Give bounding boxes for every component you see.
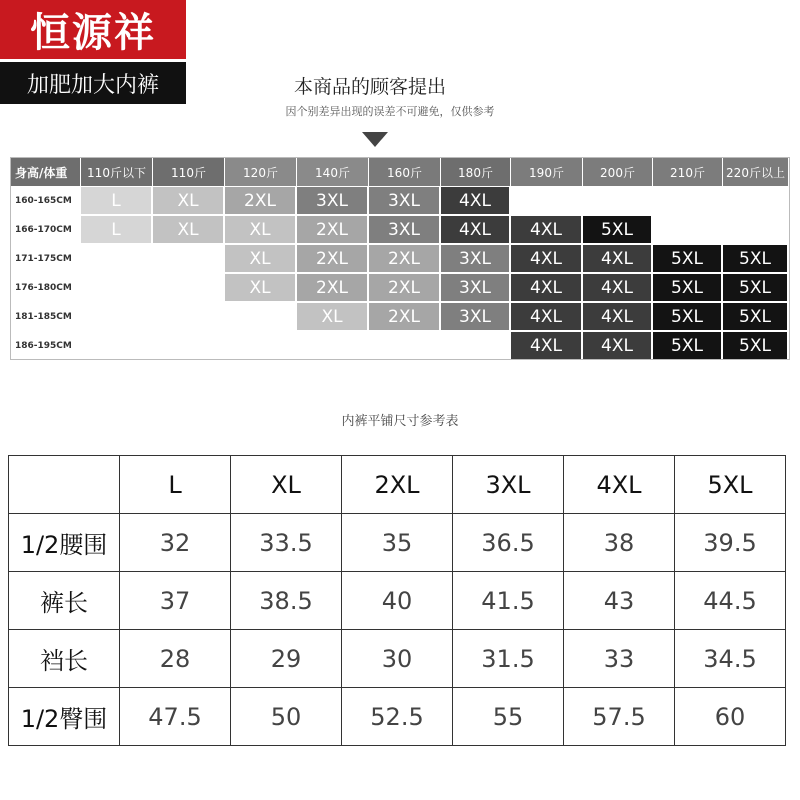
measurement-value: 29: [231, 630, 342, 688]
header-corner: 身高/体重: [11, 158, 81, 186]
size-cell: 3XL: [441, 274, 511, 301]
height-label: 186-195CM: [15, 340, 72, 351]
measurement-value: 33: [564, 630, 675, 688]
size-cell: 4XL: [583, 274, 653, 301]
empty-cell: [511, 187, 583, 214]
weight-header: 200斤: [583, 158, 653, 186]
measurement-value: 36.5: [453, 514, 564, 572]
size-cell: 5XL: [723, 245, 789, 272]
size-cell: 4XL: [441, 187, 511, 214]
size-header-row: [9, 456, 786, 514]
down-arrow-icon: [362, 132, 388, 147]
height-row: [11, 215, 789, 244]
measurement-value: 37: [120, 572, 231, 630]
size-cell: 2XL: [297, 274, 369, 301]
empty-cell: [225, 303, 297, 330]
height-label: 160-165CM: [15, 195, 72, 206]
size-cell: 3XL: [369, 216, 441, 243]
measurement-row: [9, 514, 786, 572]
measurement-value: 40: [342, 572, 453, 630]
measurement-row: [9, 572, 786, 630]
measurement-value: 43: [564, 572, 675, 630]
measurement-value: 32: [120, 514, 231, 572]
measurement-row: [9, 630, 786, 688]
size-cell: 4XL: [583, 303, 653, 330]
size-cell: L: [81, 216, 153, 243]
size-cell: 5XL: [723, 274, 789, 301]
product-subtitle: 加肥加大内裤: [0, 62, 186, 104]
empty-cell: [81, 245, 153, 272]
empty-cell: [653, 216, 723, 243]
measurement-value: 38: [564, 514, 675, 572]
size-cell: 3XL: [297, 187, 369, 214]
empty-cell: [153, 245, 225, 272]
height-label: 176-180CM: [15, 282, 72, 293]
size-cell: 5XL: [723, 332, 789, 359]
measurement-value: 47.5: [120, 688, 231, 746]
size-cell: 2XL: [369, 245, 441, 272]
measurement-value: 34.5: [675, 630, 786, 688]
size-recommendation-chart: [10, 157, 790, 360]
size-cell: 2XL: [369, 274, 441, 301]
height-row: [11, 331, 789, 360]
weight-header: 180斤: [441, 158, 511, 186]
height-label: 166-170CM: [15, 224, 72, 235]
measurement-value: 41.5: [453, 572, 564, 630]
measurement-value: 35: [342, 514, 453, 572]
height-row: [11, 302, 789, 331]
flat-size-table: [8, 455, 786, 746]
size-cell: 4XL: [441, 216, 511, 243]
empty-cell: [653, 187, 723, 214]
measurement-label: 1/2臀围: [9, 688, 120, 746]
size-cell: 2XL: [297, 216, 369, 243]
size-header: 4XL: [564, 456, 675, 514]
size-cell: 3XL: [441, 245, 511, 272]
empty-cell: [153, 303, 225, 330]
size-cell: XL: [153, 216, 225, 243]
empty-cell: [369, 332, 441, 359]
size-cell: 2XL: [297, 245, 369, 272]
size-cell: 4XL: [511, 245, 583, 272]
empty-cell: [225, 332, 297, 359]
size-cell: 2XL: [225, 187, 297, 214]
size-cell: 4XL: [583, 245, 653, 272]
height-label: 181-185CM: [15, 311, 72, 322]
empty-cell: [723, 216, 789, 243]
advice-note: 因个别差异出现的误差不可避免，仅供参考: [285, 105, 495, 118]
empty-cell: [81, 303, 153, 330]
size-cell: 5XL: [723, 303, 789, 330]
empty-cell: [723, 187, 789, 214]
measurement-value: 44.5: [675, 572, 786, 630]
measurement-value: 30: [342, 630, 453, 688]
weight-header: 120斤: [225, 158, 297, 186]
size-cell: 4XL: [511, 216, 583, 243]
size-cell: 5XL: [653, 245, 723, 272]
size-cell: 5XL: [653, 274, 723, 301]
empty-cell: [583, 187, 653, 214]
measurement-value: 31.5: [453, 630, 564, 688]
height-row: [11, 273, 789, 302]
measurement-row: [9, 688, 786, 746]
empty-cell: [441, 332, 511, 359]
measurement-value: 38.5: [231, 572, 342, 630]
weight-header: 110斤以下: [81, 158, 153, 186]
brand-logo: [0, 0, 186, 59]
advice-title: 本商品的顾客提出: [293, 76, 446, 98]
empty-cell: [153, 274, 225, 301]
size-cell: 4XL: [583, 332, 653, 359]
size-cell: XL: [297, 303, 369, 330]
measurement-value: 28: [120, 630, 231, 688]
weight-header: 110斤: [153, 158, 225, 186]
blank-corner-cell: [9, 456, 120, 514]
size-cell: 4XL: [511, 274, 583, 301]
size-header: 2XL: [342, 456, 453, 514]
size-cell: XL: [225, 274, 297, 301]
empty-cell: [297, 332, 369, 359]
size-cell: XL: [225, 216, 297, 243]
size-header: 3XL: [453, 456, 564, 514]
measurement-label: 1/2腰围: [9, 514, 120, 572]
size-cell: 5XL: [653, 332, 723, 359]
measurement-value: 60: [675, 688, 786, 746]
size-header: L: [120, 456, 231, 514]
measurement-value: 52.5: [342, 688, 453, 746]
measurement-value: 50: [231, 688, 342, 746]
weight-header: 160斤: [369, 158, 441, 186]
weight-header: 140斤: [297, 158, 369, 186]
empty-cell: [81, 332, 153, 359]
weight-header: 220斤以上: [723, 158, 789, 186]
empty-cell: [81, 274, 153, 301]
size-cell: XL: [153, 187, 225, 214]
size-cell: 2XL: [369, 303, 441, 330]
height-row: [11, 244, 789, 273]
size-cell: XL: [225, 245, 297, 272]
measurement-label: 裆长: [9, 630, 120, 688]
height-label: 171-175CM: [15, 253, 72, 264]
size-cell: 3XL: [441, 303, 511, 330]
size-header: XL: [231, 456, 342, 514]
measurement-value: 55: [453, 688, 564, 746]
height-row: [11, 186, 789, 215]
size-cell: 4XL: [511, 303, 583, 330]
measurement-value: 33.5: [231, 514, 342, 572]
flat-table-caption: 内裤平铺尺寸参考表: [341, 414, 459, 429]
measurement-value: 57.5: [564, 688, 675, 746]
empty-cell: [153, 332, 225, 359]
weight-header: 190斤: [511, 158, 583, 186]
size-cell: 3XL: [369, 187, 441, 214]
size-cell: 4XL: [511, 332, 583, 359]
size-cell: 5XL: [653, 303, 723, 330]
measurement-value: 39.5: [675, 514, 786, 572]
size-cell: L: [81, 187, 153, 214]
weight-header: 210斤: [653, 158, 723, 186]
size-cell: 5XL: [583, 216, 653, 243]
chart-header-row: [11, 158, 789, 186]
measurement-label: 裤长: [9, 572, 120, 630]
size-header: 5XL: [675, 456, 786, 514]
brand-name: 恒源祥: [30, 10, 156, 56]
